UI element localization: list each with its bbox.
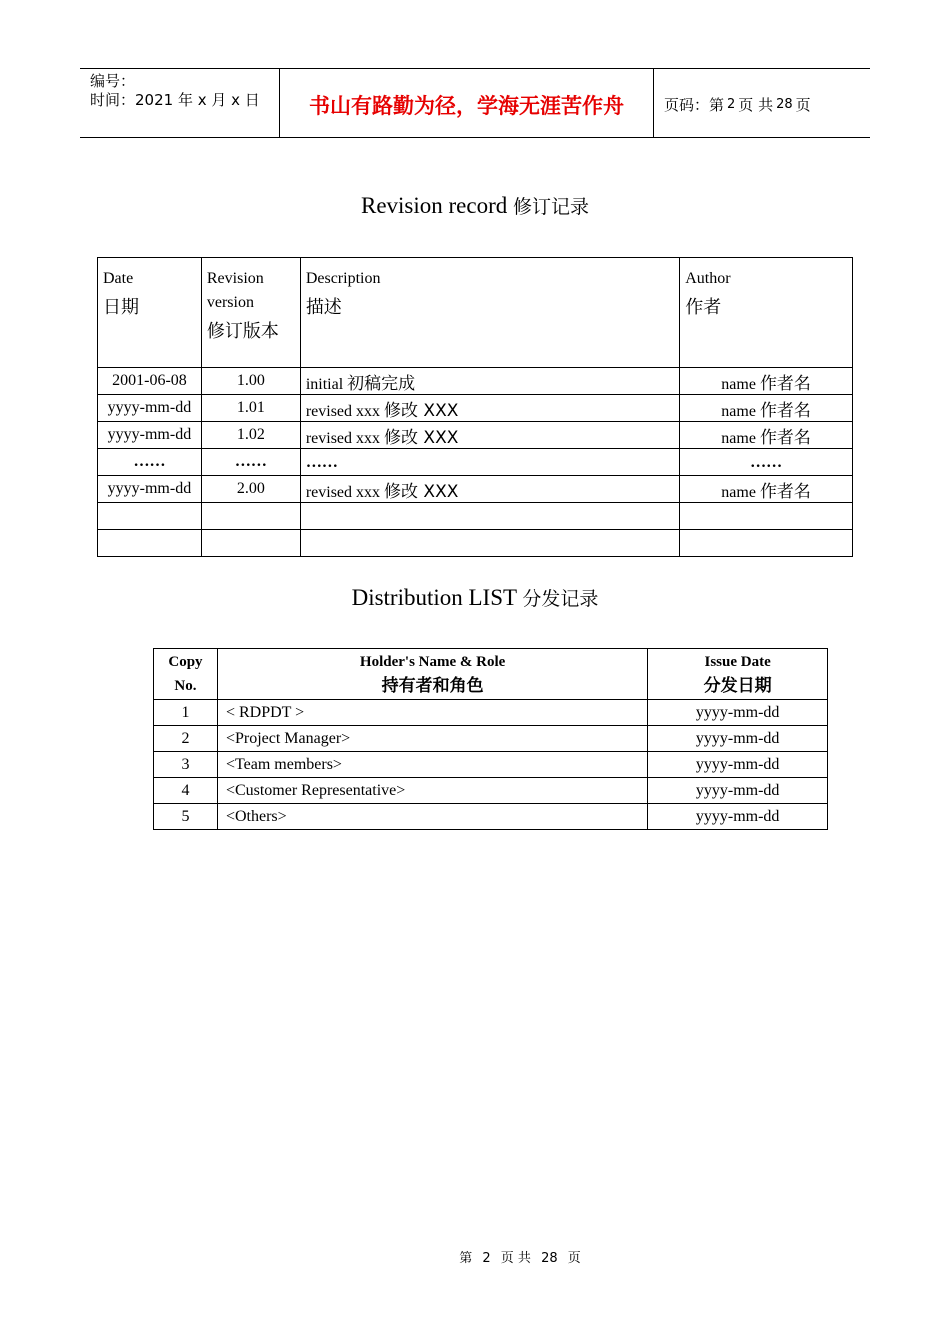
header-page-mid: 页 共: [738, 95, 774, 114]
revision-version: 1.00: [201, 368, 300, 395]
copy-number: 3: [154, 752, 218, 778]
table-row: [98, 422, 853, 449]
holder-name: <Project Manager>: [217, 726, 647, 752]
author-en: name: [721, 483, 756, 501]
footer-mid: 页 共: [500, 1251, 531, 1266]
revision-description: [300, 422, 679, 449]
table-row: [154, 726, 828, 752]
distribution-header-row: [154, 649, 828, 700]
col-label-zh: 持有者和角色: [381, 676, 484, 696]
table-row: [98, 368, 853, 395]
copy-number: 5: [154, 804, 218, 830]
col-label-zh: 描述: [305, 297, 342, 318]
table-row: [154, 804, 828, 830]
revision-author: [680, 368, 853, 395]
issue-date: yyyy-mm-dd: [648, 752, 828, 778]
distribution-title-zh: 分发记录: [522, 588, 599, 610]
description-en: revised xxx: [305, 483, 381, 501]
distribution-col-issue-date: [648, 649, 828, 700]
col-label-en: Holder's Name & Role: [359, 654, 506, 670]
footer-suffix: 页: [567, 1251, 581, 1266]
revision-version: 2.00: [201, 476, 300, 503]
author-zh: 作者名: [759, 481, 811, 502]
copy-number: 4: [154, 778, 218, 804]
table-row: [98, 449, 853, 476]
distribution-table: [153, 648, 828, 830]
document-number-label: 编号：: [90, 72, 136, 90]
author-en: name: [721, 429, 756, 447]
revision-version: 1.01: [201, 395, 300, 422]
description-en: revised xxx: [305, 429, 381, 447]
holder-name: <Customer Representative>: [217, 778, 647, 804]
distribution-col-copy-no: [154, 649, 218, 700]
col-label-zh: 修订版本: [206, 321, 279, 342]
distribution-col-holder: [217, 649, 647, 700]
col-label-zh: 作者: [685, 297, 722, 318]
col-label-en: Date: [103, 270, 134, 287]
author-zh: 作者名: [759, 400, 811, 421]
revision-date: 2001-06-08: [98, 368, 202, 395]
revision-description: [300, 476, 679, 503]
col-label-en: Issue Date: [704, 654, 771, 670]
header-page-total: 28: [776, 96, 793, 112]
revision-version: ……: [201, 449, 300, 476]
col-label-en: Author: [685, 270, 731, 287]
revision-date: yyyy-mm-dd: [98, 422, 202, 449]
copy-number: 2: [154, 726, 218, 752]
revision-table: [97, 257, 853, 557]
revision-col-author: [680, 258, 853, 368]
revision-date: [98, 503, 202, 530]
distribution-list-title: [0, 584, 950, 611]
revision-description: [300, 449, 679, 476]
header-page-current: 2: [727, 96, 736, 112]
revision-date: [98, 530, 202, 557]
footer-prefix: 第: [459, 1251, 473, 1266]
header-page-suffix: 页: [795, 95, 811, 114]
table-row: [98, 530, 853, 557]
col-label-en: Description: [305, 270, 381, 287]
header-meta: [80, 69, 280, 137]
header-motto: 书山有路勤为径，学海无涯苦作舟: [280, 69, 654, 137]
table-row: [98, 503, 853, 530]
holder-name: <Team members>: [217, 752, 647, 778]
col-label-en: Revision version: [206, 270, 264, 311]
table-row: [98, 476, 853, 503]
table-row: [98, 395, 853, 422]
table-row: [154, 700, 828, 726]
revision-author: [680, 422, 853, 449]
issue-date: yyyy-mm-dd: [648, 700, 828, 726]
revision-description: [300, 368, 679, 395]
description-en: revised xxx: [305, 402, 381, 420]
footer-page-current: 2: [482, 1251, 491, 1266]
col-label-zh: 分发日期: [703, 676, 772, 696]
revision-col-version: [201, 258, 300, 368]
table-row: [154, 778, 828, 804]
revision-author: [680, 503, 853, 530]
author-zh: 作者名: [759, 427, 811, 448]
page-footer: [0, 1247, 950, 1266]
revision-header-row: [98, 258, 853, 368]
document-time-label: 时间：2021 年 x 月 x 日: [90, 91, 260, 109]
table-row: [154, 752, 828, 778]
revision-date: yyyy-mm-dd: [98, 476, 202, 503]
revision-version: [201, 530, 300, 557]
description-zh: 修改 XXX: [384, 427, 459, 448]
revision-author: [680, 449, 853, 476]
author-en: name: [721, 402, 756, 420]
revision-record-title: [0, 192, 950, 219]
revision-description: [300, 503, 679, 530]
copy-number: 1: [154, 700, 218, 726]
revision-date: yyyy-mm-dd: [98, 395, 202, 422]
revision-author: [680, 530, 853, 557]
revision-author: [680, 476, 853, 503]
author-en: name: [721, 375, 756, 393]
revision-title-zh: 修订记录: [513, 196, 590, 218]
description-en: ……: [305, 454, 338, 471]
description-zh: 修改 XXX: [384, 481, 459, 502]
col-label-zh: 日期: [103, 297, 139, 318]
revision-title-en: Revision record: [360, 193, 508, 218]
distribution-title-en: Distribution LIST: [351, 585, 517, 610]
page-header: [80, 68, 870, 138]
issue-date: yyyy-mm-dd: [648, 778, 828, 804]
revision-col-date: [98, 258, 202, 368]
author-en: ……: [750, 454, 783, 471]
footer-page-total: 28: [541, 1251, 558, 1266]
header-page-indicator: [654, 69, 870, 137]
description-zh: 初稿完成: [347, 373, 416, 394]
revision-author: [680, 395, 853, 422]
description-zh: 修改 XXX: [384, 400, 459, 421]
revision-description: [300, 395, 679, 422]
col-label-en: Copy No.: [168, 654, 203, 694]
issue-date: yyyy-mm-dd: [648, 726, 828, 752]
issue-date: yyyy-mm-dd: [648, 804, 828, 830]
revision-version: [201, 503, 300, 530]
header-page-prefix: 页码：第: [664, 95, 725, 114]
revision-col-description: [300, 258, 679, 368]
revision-version: 1.02: [201, 422, 300, 449]
holder-name: <Others>: [217, 804, 647, 830]
author-zh: 作者名: [759, 373, 811, 394]
revision-date: ……: [98, 449, 202, 476]
description-en: initial: [305, 375, 344, 393]
revision-description: [300, 530, 679, 557]
holder-name: < RDPDT >: [217, 700, 647, 726]
